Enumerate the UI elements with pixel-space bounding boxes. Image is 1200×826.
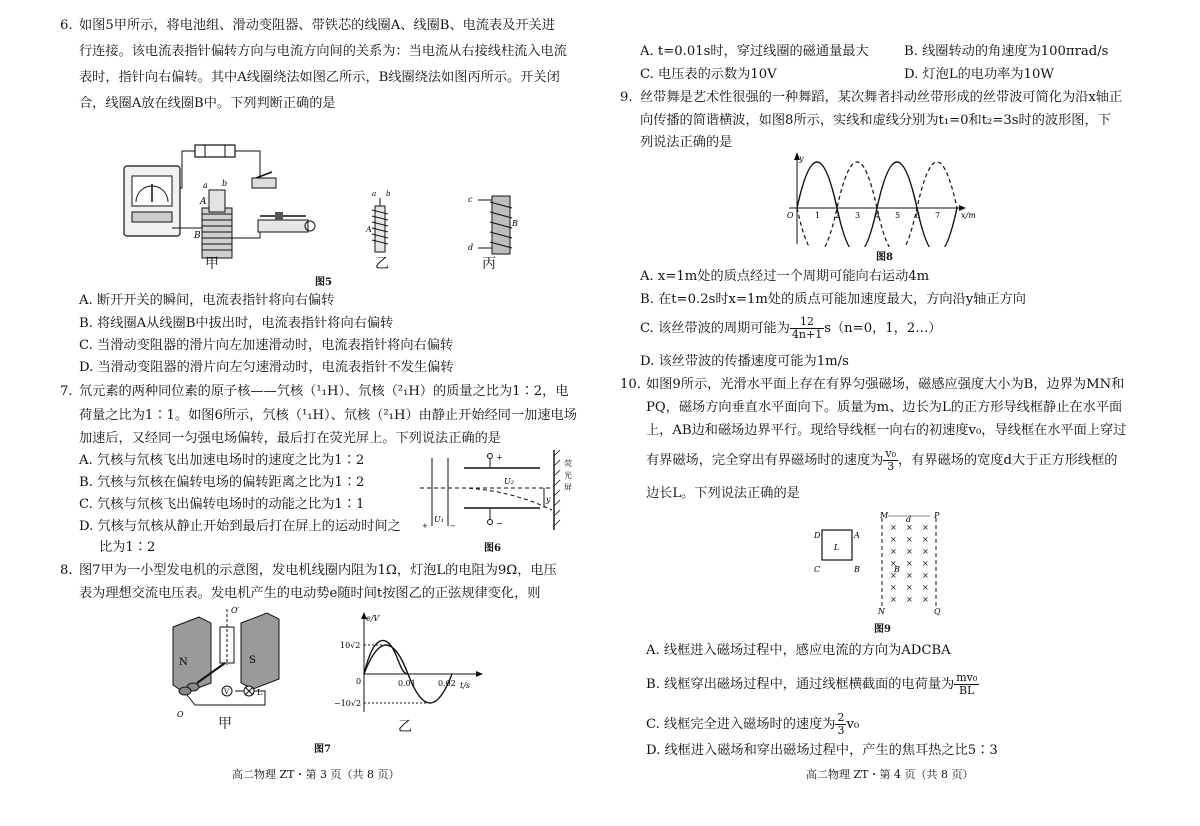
svg-text:×: × <box>890 547 897 556</box>
q10-number: 10. <box>620 377 641 392</box>
label-v: V <box>224 688 230 696</box>
magnetic-field-crosses <box>890 523 929 604</box>
q10-option-b-pre: B. 线框穿出磁场过程中，通过线框横截面的电荷量为 <box>646 677 955 692</box>
label-B2: B <box>512 219 518 228</box>
svg-text:×: × <box>922 583 929 592</box>
fig5-label-bing: 丙 <box>482 256 496 272</box>
fig6-small-minus: − <box>450 522 456 530</box>
q10-option-c <box>646 712 859 737</box>
fig5-label-yi: 乙 <box>375 256 389 272</box>
fig7-label-yi: 乙 <box>398 719 412 735</box>
q10-option-c-pre: C. 线框完全进入磁场时的速度为 <box>646 717 836 732</box>
q7-option-d: D. 氕核与氘核从静止开始到最后打在屏上的运动时间之 <box>79 519 401 534</box>
svg-text:×: × <box>906 535 913 544</box>
fig9-q: Q <box>934 607 941 616</box>
graph8-tick-6: 6 <box>915 211 921 220</box>
q10-option-b-num: mv₀ <box>956 671 978 684</box>
graph7-ytick-pos: 10√2 <box>340 641 361 650</box>
q10-line-4-fraction <box>883 448 898 473</box>
graph7-ylabel: e/V <box>366 614 380 623</box>
fig6-caption: 图6 <box>484 543 501 554</box>
graph8-origin: O <box>787 211 794 220</box>
q10-line-2: PQ，磁场方向垂直水平面向下。质量为m、边长为L的正方形导线框静止在水平面 <box>646 400 1123 415</box>
label-n: N <box>179 657 188 668</box>
svg-text:×: × <box>906 547 913 556</box>
q10-line-1: 如图9所示，光滑水平面上存在有界匀强磁场，磁感应强度大小为B，边界为MN和 <box>646 377 1125 392</box>
fig9-d: d <box>906 515 912 524</box>
fig6-minus: − <box>496 519 503 528</box>
wave-dashed-t2 <box>797 162 957 247</box>
label-a: a <box>203 181 208 190</box>
graph8-tick-1: 1 <box>815 211 821 220</box>
fig6-small-plus: + <box>422 522 428 530</box>
figure-7-graph <box>330 612 490 716</box>
q10-option-c-num: 2 <box>837 711 845 724</box>
switch-icon <box>252 178 276 188</box>
svg-text:×: × <box>906 571 913 580</box>
q9-line-2: 向传播的简谐横波，如图8所示，实线和虚线分别为t₁=0和t₂=3s时的波形图，下 <box>640 113 1111 128</box>
q7-line-1: 氘元素的两种同位素的原子核——氕核（¹₁H）、氘核（²₁H）的质量之比为1∶2，电 <box>79 384 569 399</box>
label-d: d <box>468 243 474 252</box>
figure-6 <box>420 448 580 532</box>
fig7-caption: 图7 <box>314 744 331 755</box>
q7-option-a: A. 氕核与氘核飞出加速电场时的速度之比为1∶2 <box>79 453 365 468</box>
svg-text:×: × <box>922 571 929 580</box>
fig7-label-jia: 甲 <box>218 716 232 732</box>
q8-option-c: C. 电压表的示数为10V <box>640 67 777 82</box>
magnet-s-icon <box>241 613 279 689</box>
svg-text:×: × <box>890 559 897 568</box>
fig5-caption: 图5 <box>315 277 332 288</box>
q10-option-b-den: BL <box>959 684 975 697</box>
label-A2: A <box>366 225 372 234</box>
graph8-tick-2: 2 <box>835 211 841 220</box>
q10-option-b <box>646 672 979 697</box>
graph7-xtick-2: 0.02 <box>438 679 456 688</box>
svg-text:×: × <box>890 571 897 580</box>
q10-line-4-den: 3 <box>887 460 895 473</box>
svg-text:×: × <box>890 583 897 592</box>
graph8-tick-7: 7 <box>935 211 941 220</box>
fig6-y: y <box>546 495 551 504</box>
q10-option-a: A. 线框进入磁场过程中，感应电流的方向为ADCBA <box>646 643 951 658</box>
q6-line-3: 表时，指针向右偏转。其中A线圈绕法如图乙所示，B线圈绕法如图丙所示。开关闭 <box>79 70 560 85</box>
q9-option-c-fraction <box>790 316 824 341</box>
q10-option-c-fraction <box>835 712 846 737</box>
q8-option-a: A. t=0.01s时，穿过线圈的磁通量最大 <box>640 44 869 59</box>
svg-text:×: × <box>922 595 929 604</box>
fig9-L: L <box>834 543 840 552</box>
graph8-tick-5: 5 <box>895 211 901 220</box>
q9-option-b: B. 在t=0.2s时x=1m处的质点可能加速度最大，方向沿y轴正方向 <box>640 292 1026 307</box>
q7-option-d-cont: 比为1∶2 <box>99 540 156 555</box>
figure-7-generator <box>165 605 295 723</box>
fig9-m: M <box>880 511 889 520</box>
fig6-screen-3: 屏 <box>564 483 572 492</box>
q9-option-c <box>640 316 942 341</box>
svg-text:×: × <box>890 595 897 604</box>
q7-line-3: 加速后，又经同一匀强电场偏转，最后打在荧光屏上。下列说法正确的是 <box>79 431 501 446</box>
graph8-xlabel: x/m <box>961 211 976 220</box>
graph8-tick-4: 4 <box>875 211 881 220</box>
label-c: c <box>468 195 473 204</box>
svg-text:×: × <box>906 523 913 532</box>
footer-left: 高二物理 ZT・第 3 页（共 8 页） <box>232 768 400 781</box>
right-page <box>600 0 1200 826</box>
q8-line-2: 表为理想交流电压表。发电机产生的电动势e随时间t按图乙的正弦规律变化，则 <box>79 586 541 601</box>
q9-line-3: 列说法正确的是 <box>640 135 733 150</box>
q6-option-c: C. 当滑动变阻器的滑片向左加速滑动时，电流表指针将向右偏转 <box>79 338 454 353</box>
q9-option-a: A. x=1m处的质点经过一个周期可能向右运动4m <box>640 269 930 284</box>
svg-text:×: × <box>922 523 929 532</box>
fig6-u1: U₁ <box>434 515 444 524</box>
footer-right: 高二物理 ZT・第 4 页（共 8 页） <box>806 768 974 781</box>
q6-option-d: D. 当滑动变阻器的滑片向左匀速滑动时，电流表指针不发生偏转 <box>79 360 454 375</box>
svg-text:×: × <box>906 583 913 592</box>
q6-option-b: B. 将线圈A从线圈B中拔出时，电流表指针将向右偏转 <box>79 316 394 331</box>
fig6-screen-1: 荧 <box>564 459 572 468</box>
label-s: S <box>249 655 256 666</box>
q9-line-1: 丝带舞是艺术性很强的一种舞蹈，某次舞者抖动丝带形成的丝带波可简化为沿x轴正 <box>640 90 1123 105</box>
q10-line-4-post: ，有界磁场的宽度d大于正方形线框的 <box>898 453 1118 468</box>
fig9-caption: 图9 <box>874 624 891 635</box>
q7-number: 7. <box>60 384 73 399</box>
label-o-bot: O <box>177 710 184 719</box>
fig9-A: A <box>854 531 860 540</box>
figure-9 <box>812 510 952 618</box>
graph7-origin: 0 <box>356 677 362 686</box>
svg-text:×: × <box>890 535 897 544</box>
label-b: b <box>222 179 228 188</box>
label-o-top: O′ <box>231 606 240 615</box>
coil-a-icon <box>209 190 225 212</box>
fig8-caption: 图8 <box>876 252 893 263</box>
q9-option-c-den: 4n+1 <box>791 328 823 341</box>
fig6-u2: U₂ <box>504 477 514 486</box>
q7-line-2: 荷量之比为1∶1。如图6所示，氕核（¹₁H）、氘核（²₁H）由静止开始经同一加速电场 <box>79 408 577 423</box>
figure-5 <box>110 138 530 288</box>
graph8-tick-3: 3 <box>855 211 861 220</box>
magnet-n-icon <box>173 617 211 693</box>
graph7-ytick-neg: −10√2 <box>334 699 362 708</box>
rheostat-icon <box>258 220 308 232</box>
fig9-p: P <box>934 511 940 520</box>
q10-option-c-den: 3 <box>837 724 845 737</box>
q9-option-c-post: s（n=0，1，2…） <box>824 321 942 336</box>
q10-option-b-fraction <box>954 672 979 697</box>
q6-option-a: A. 断开开关的瞬间，电流表指针将向右偏转 <box>79 293 335 308</box>
fig9-D: D <box>814 531 821 540</box>
fig9-B: B <box>854 565 860 574</box>
coil-yi-icon <box>372 198 388 252</box>
label-l: L <box>257 688 263 697</box>
q10-option-c-post: v₀ <box>846 717 860 732</box>
q10-option-d: D. 线框进入磁场和穿出磁场过程中，产生的焦耳热之比5∶3 <box>646 743 998 758</box>
q8-option-d: D. 灯泡L的电功率为10W <box>904 67 1054 82</box>
q6-line-2: 行连接。该电流表指针偏转方向与电流方向间的关系为：当电流从右接线柱流入电流 <box>79 44 567 59</box>
q8-number: 8. <box>60 563 73 578</box>
q9-option-c-num: 12 <box>790 316 824 329</box>
svg-text:×: × <box>922 547 929 556</box>
svg-text:×: × <box>906 595 913 604</box>
q10-line-5: 边长L。下列说法正确的是 <box>646 486 800 501</box>
label-b2: b <box>386 190 391 198</box>
label-B: B <box>194 231 201 241</box>
fig9-n: N <box>878 607 885 616</box>
q9-option-c-pre: C. 该丝带波的周期可能为 <box>640 321 790 336</box>
fig5-label-jia: 甲 <box>205 256 219 272</box>
label-A: A <box>200 197 207 207</box>
q7-option-b: B. 氕核与氘核在偏转电场的偏转距离之比为1∶2 <box>79 475 365 490</box>
svg-text:×: × <box>906 559 913 568</box>
q10-line-4 <box>646 448 1117 473</box>
q9-option-d: D. 该丝带波的传播速度可能为1m/s <box>640 354 849 369</box>
q6-line-1: 如图5甲所示，将电池组、滑动变阻器、带铁芯的线圈A、线圈B、电流表及开关进 <box>79 18 555 33</box>
q10-line-3: 上，AB边和磁场边界平行。现给导线框一向右的初速度v₀，导线框在水平面上穿过 <box>646 423 1127 438</box>
fig6-plus: + <box>496 453 503 462</box>
q10-line-4-pre: 有界磁场，完全穿出有界磁场时的速度为 <box>646 453 884 468</box>
battery-icon <box>195 145 235 157</box>
svg-text:×: × <box>922 559 929 568</box>
q8-option-b: B. 线圈转动的角速度为100πrad/s <box>904 44 1109 59</box>
wave-solid-t1 <box>797 162 957 247</box>
coil-bing-icon <box>478 196 512 254</box>
q10-line-4-num: v₀ <box>885 447 896 460</box>
fig6-screen-2: 光 <box>564 471 572 480</box>
graph7-xlabel: t/s <box>460 681 471 690</box>
label-a2: a <box>372 190 377 198</box>
q6-number: 6. <box>60 18 73 33</box>
graph8-ylabel: y <box>799 154 804 163</box>
fig9-Bfield: B <box>894 565 900 574</box>
q7-option-c: C. 氕核与氘核飞出偏转电场时的动能之比为1∶1 <box>79 497 365 512</box>
svg-text:×: × <box>890 523 897 532</box>
q9-number: 9. <box>620 90 633 105</box>
q8-line-1: 图7甲为一小型发电机的示意图，发电机线圈内阻为1Ω，灯泡L的电阻为9Ω，电压 <box>79 563 557 578</box>
svg-text:×: × <box>922 535 929 544</box>
figure-8 <box>785 152 985 247</box>
graph7-xtick-1: 0.01 <box>398 679 416 688</box>
q6-line-4: 合，线圈A放在线圈B中。下列判断正确的是 <box>79 96 336 111</box>
fig9-C: C <box>814 565 821 574</box>
